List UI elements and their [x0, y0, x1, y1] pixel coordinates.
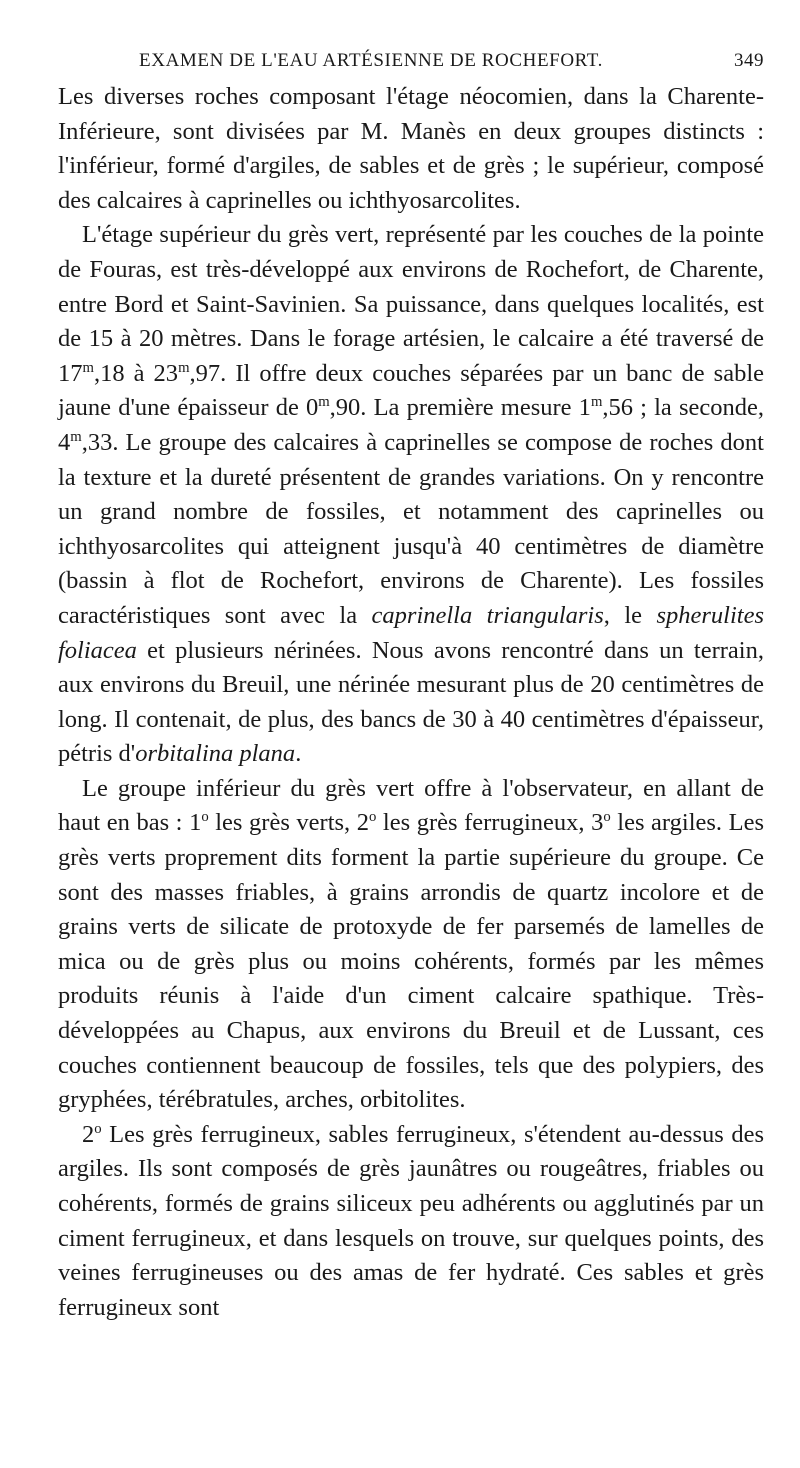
paragraph	[58, 1118, 764, 1326]
superscript: m	[590, 394, 603, 411]
superscript: m	[70, 428, 82, 445]
text-run: 2	[82, 1120, 95, 1148]
superscript: m	[318, 394, 330, 411]
text-run: Le groupe inférieur du grès vert offre à l'observateur, en allant de haut en bas : 1	[58, 774, 764, 837]
text-run: Les diverses roches composant l'étage néocomien, dans la Charente-Inférieure, sont divisées par M. Manès en deux groupes distincts : l'inférieur, formé d'argiles, de sables et de grès ; le supérieur, composé des calcaires à caprinelles ou ichthyosarcolites.	[58, 83, 764, 214]
paragraph	[58, 218, 764, 772]
running-head	[58, 44, 764, 80]
superscript: m	[178, 359, 190, 376]
text-run: et plusieurs nérinées. Nous avons rencontré dans un terrain, aux environs du Breuil, une nérinée mesurant plus de 20 centimètres de long. Il contenait, de plus, des bancs de 30 à 40 centimètres d'épaisseur, pétris d'	[58, 636, 764, 768]
text-run: ,33. Le groupe des calcaires à caprinelles se compose de roches dont la texture et la dureté présentent de grandes variations. On y rencontre un grand nombre de fossiles, et notamment des caprinelles ou ichthyosarcolites qui atteignent jusqu'à 40 centimètres de diamètre (bassin à flot de Rochefort, environs de Charente). Les fossiles caractéristiques sont avec la	[58, 428, 764, 629]
page	[58, 44, 764, 1325]
body-text	[58, 80, 764, 1325]
text-run: ,18 à 23	[93, 359, 179, 387]
superscript: m	[82, 359, 94, 376]
superscript: o	[603, 809, 611, 826]
superscript: o	[201, 809, 209, 826]
running-title: EXAMEN DE L'EAU ARTÉSIENNE DE ROCHEFORT.	[139, 50, 603, 71]
text-run: , le	[603, 601, 657, 629]
text-run: les grès ferrugineux, 3	[376, 809, 604, 837]
text-run: ,90. La première mesure 1	[329, 394, 591, 422]
text-run: les grès verts, 2	[208, 809, 369, 837]
text-run: .	[295, 740, 302, 768]
text-run: ,56 ; la seconde, 4	[58, 394, 764, 456]
italic-term: orbitalina plana	[135, 740, 296, 768]
paragraph	[58, 772, 764, 1118]
paragraph	[58, 80, 764, 218]
text-run: Les grès ferrugineux, sables ferrugineux, s'étendent au-dessus des argiles. Ils sont composés de grès jaunâtres ou rougeâtres, friables ou cohérents, formés de grains siliceux peu adhérents ou agglutinés par un ciment ferrugineux, et dans lesquels on trouve, sur quelques points, des veines ferrugineuses ou des amas de fer hydraté. Ces sables et grès ferrugineux sont	[58, 1120, 764, 1321]
italic-term: spherulites foliacea	[58, 601, 764, 664]
superscript: o	[94, 1120, 102, 1137]
superscript: o	[369, 809, 377, 826]
text-run: les argiles. Les grès verts proprement dits forment la partie supérieure du groupe. Ce sont des masses friables, à grains arrondis de quartz incolore et de grains verts de silicate de protoxyde de fer parsemés de lamelles de mica ou de grès plus ou moins cohérents, formés par les mêmes produits réunis à l'aide d'un ciment calcaire spathique. Très-développées au Chapus, aux environs du Breuil et de Lussant, ces couches contiennent beaucoup de fossiles, tels que des polypiers, des gryphées, térébratules, arches, orbitolites.	[58, 809, 764, 1114]
text-run: L'étage supérieur du grès vert, représenté par les couches de la pointe de Fouras, est très-développé aux environs de Rochefort, de Charente, entre Bord et Saint-Savinien. Sa puissance, dans quelques localités, est de 15 à 20 mètres. Dans le forage artésien, le calcaire a été traversé de 17	[58, 221, 764, 387]
text-run: ,97. Il offre deux couches séparées par un banc de sable jaune d'une épaisseur de 0	[58, 359, 764, 422]
italic-term: caprinella triangularis	[371, 601, 604, 629]
page-number: 349	[734, 50, 764, 71]
